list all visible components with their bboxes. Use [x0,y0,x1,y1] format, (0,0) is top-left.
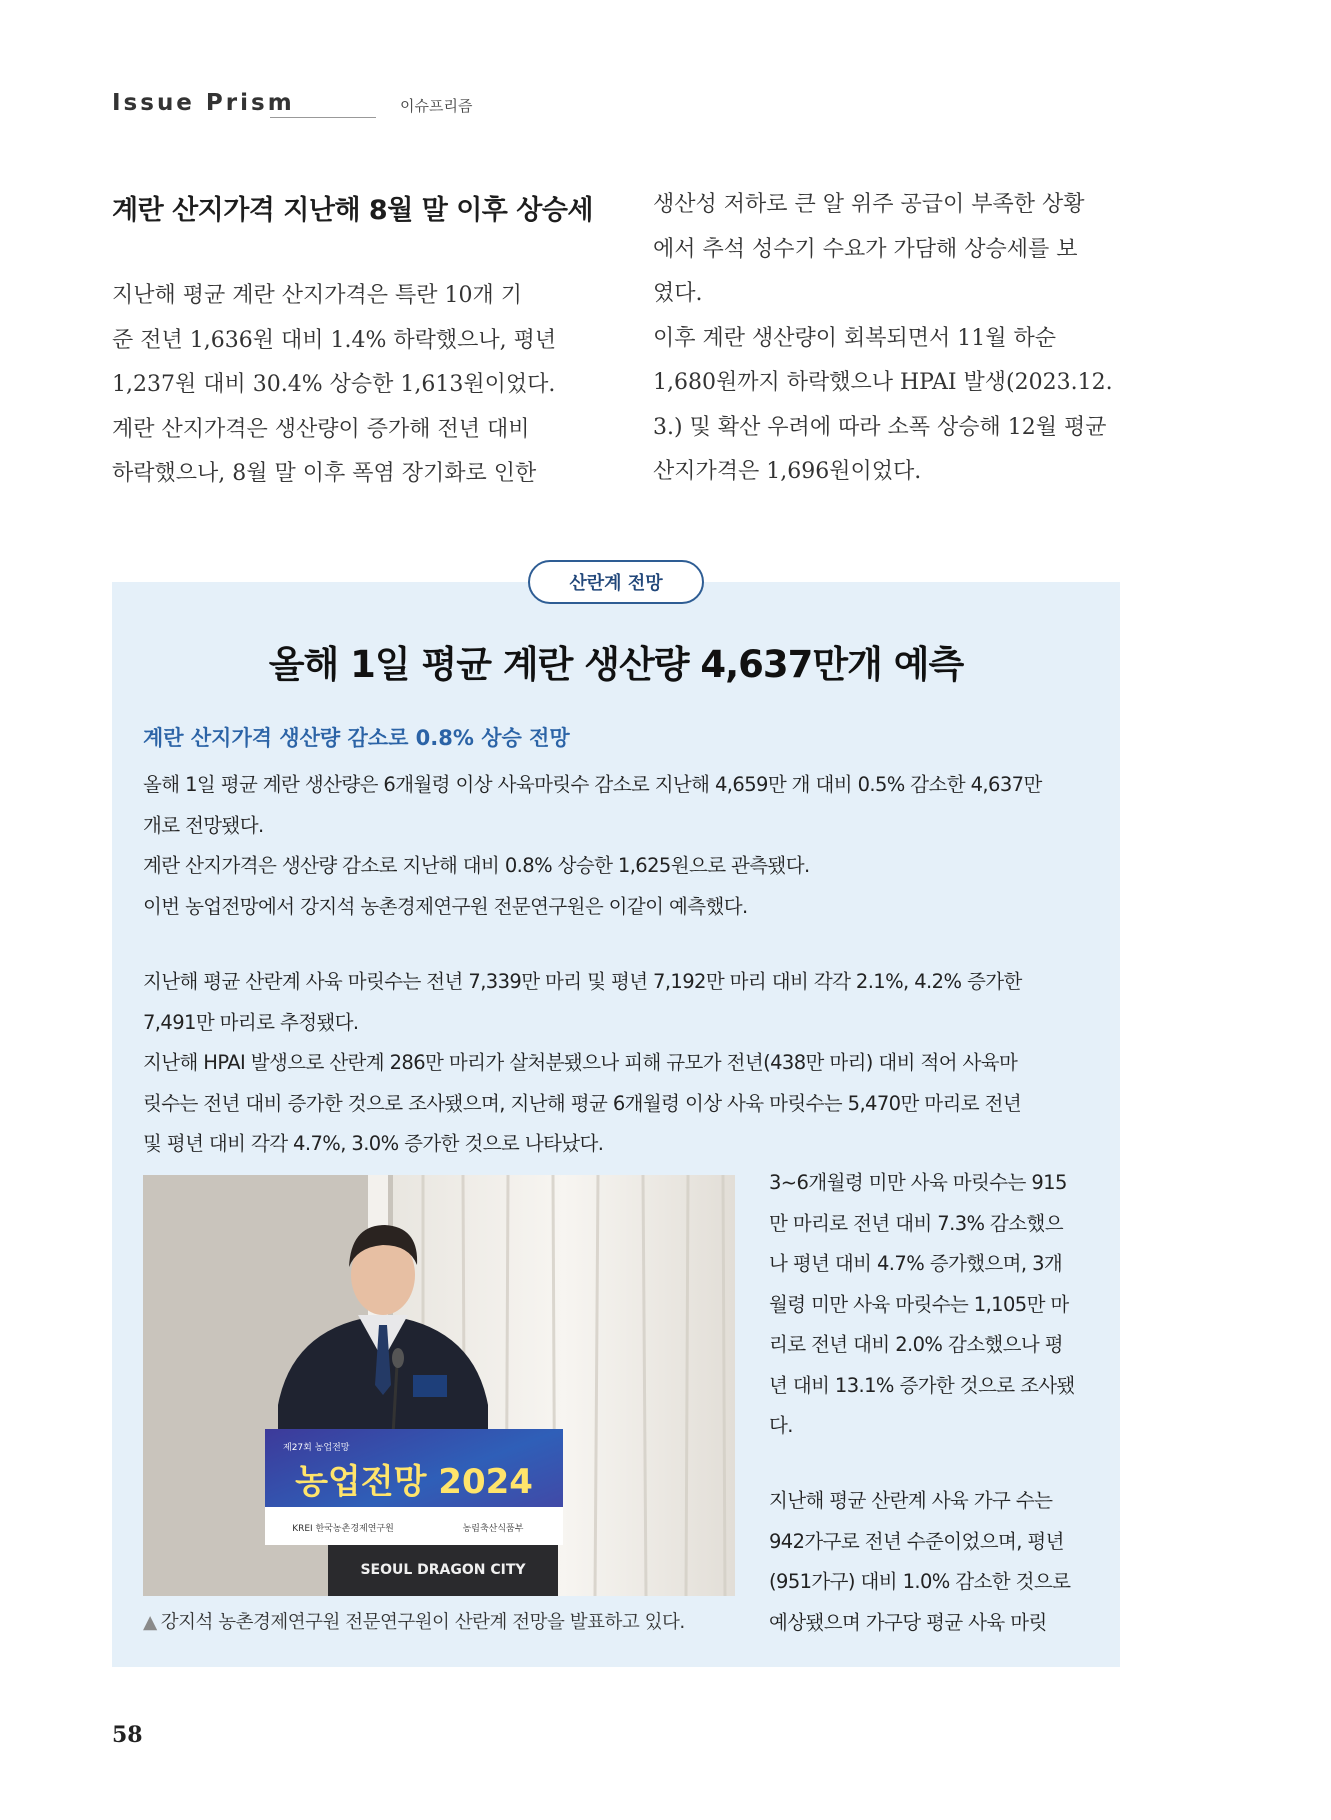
text-line: 나 평년 대비 4.7% 증가했으며, 3개 [769,1252,1063,1275]
banner-title: 농업전망 2024 [295,1462,533,1502]
magazine-section-brand: Issue Prism [112,90,295,116]
text-line: 리로 전년 대비 2.0% 감소했으나 평 [769,1333,1063,1356]
text-line: 계란 산지가격은 생산량이 증가해 전년 대비 [112,416,530,442]
text-line: 지난해 평균 산란계 사육 가구 수는 [769,1489,1053,1512]
text-line: 월령 미만 사육 마릿수는 1,105만 마 [769,1292,1069,1316]
text-line: 이번 농업전망에서 강지석 농촌경제연구원 전문연구원은 이같이 예측했다. [143,894,748,918]
text-line: 산지가격은 1,696원이었다. [653,459,922,484]
banner-logo-2: 농림축산식품부 [462,1524,524,1534]
left-column [112,274,556,497]
box-title: 올해 1일 평균 계란 생산량 4,637만개 예측 [268,643,964,686]
text-line: 1,680원까지 하락했으나 HPAI 발생(2023.12. [653,370,1113,395]
paragraph-4 [769,1481,1070,1643]
text-line: 1,237원 대비 30.4% 상승한 1,613원이었다. [112,372,556,397]
triangle-icon: ▲ [143,1612,157,1633]
text-line: 3~6개월령 미만 사육 마릿수는 915 [769,1171,1067,1194]
text-line: 올해 1일 평균 계란 생산량은 6개월령 이상 사육마릿수 감소로 지난해 4,659만 개 대비 0.5% 감소한 4,637만 [143,773,1042,796]
category-pill: 산란계 전망 [528,560,704,604]
podium-text: SEOUL DRAGON CITY [360,1562,526,1578]
section-heading: 계란 산지가격 지난해 8월 말 이후 상승세 [112,195,593,226]
text-line: 년 대비 13.1% 증가한 것으로 조사됐 [769,1373,1075,1397]
banner-small-text: 제27회 농업전망 [283,1443,350,1453]
text-line: 지난해 HPAI 발생으로 산란계 286만 마리가 살처분됐으나 피해 규모가 전년(438만 마리) 대비 적어 사육마 [143,1051,1018,1074]
right-column [653,183,1113,495]
text-line: 였다. [653,281,703,306]
paragraph-3 [769,1163,1075,1447]
banner-logo-1: KREI 한국농촌경제연구원 [292,1524,394,1534]
text-line: 3.) 및 확산 우려에 따라 소폭 상승해 12월 평균 [653,414,1107,440]
text-line: 942가구로 전년 수준이었으며, 평년 [769,1529,1064,1553]
text-line: 준 전년 1,636원 대비 1.4% 하락했으나, 평년 [112,327,557,353]
text-line: 다. [769,1414,793,1437]
text-line: 릿수는 전년 대비 증가한 것으로 조사됐으며, 지난해 평균 6개월령 이상 사육 마릿수는 5,470만 마리로 전년 [143,1091,1022,1115]
text-line: 예상됐으며 가구당 평균 사육 마릿 [769,1610,1047,1634]
photo-caption [143,1608,685,1634]
text-line: 생산성 저하로 큰 알 위주 공급이 부족한 상황 [653,192,1085,217]
page-number: 58 [112,1722,143,1748]
text-line: 7,491만 마리로 추정됐다. [143,1010,359,1034]
header-divider [270,117,376,118]
text-line: 하락했으나, 8월 말 이후 폭염 장기화로 인한 [112,461,537,486]
box-subheading: 계란 산지가격 생산량 감소로 0.8% 상승 전망 [143,726,570,750]
section-label: 이슈프리즘 [400,97,473,115]
text-line: 지난해 평균 산란계 사육 마릿수는 전년 7,339만 마리 및 평년 7,192만 마리 대비 각각 2.1%, 4.2% 증가한 [143,970,1022,993]
paragraph-1 [143,765,1042,927]
text-line: (951가구) 대비 1.0% 감소한 것으로 [769,1570,1071,1593]
text-line: 지난해 평균 계란 산지가격은 특란 10개 기 [112,283,522,308]
text-line: 이후 계란 생산량이 회복되면서 11월 하순 [653,325,1056,351]
text-line: 계란 산지가격은 생산량 감소로 지난해 대비 0.8% 상승한 1,625원으로 관측됐다. [143,854,810,877]
paragraph-2 [143,962,1022,1165]
speaker-photo [143,1175,735,1596]
text-line: 및 평년 대비 각각 4.7%, 3.0% 증가한 것으로 나타났다. [143,1132,604,1155]
caption-text: 강지석 농촌경제연구원 전문연구원이 산란계 전망을 발표하고 있다. [160,1612,685,1633]
text-line: 만 마리로 전년 대비 7.3% 감소했으 [769,1211,1063,1235]
text-line: 개로 전망됐다. [143,813,264,837]
text-line: 에서 추석 성수기 수요가 가담해 상승세를 보 [653,236,1078,262]
